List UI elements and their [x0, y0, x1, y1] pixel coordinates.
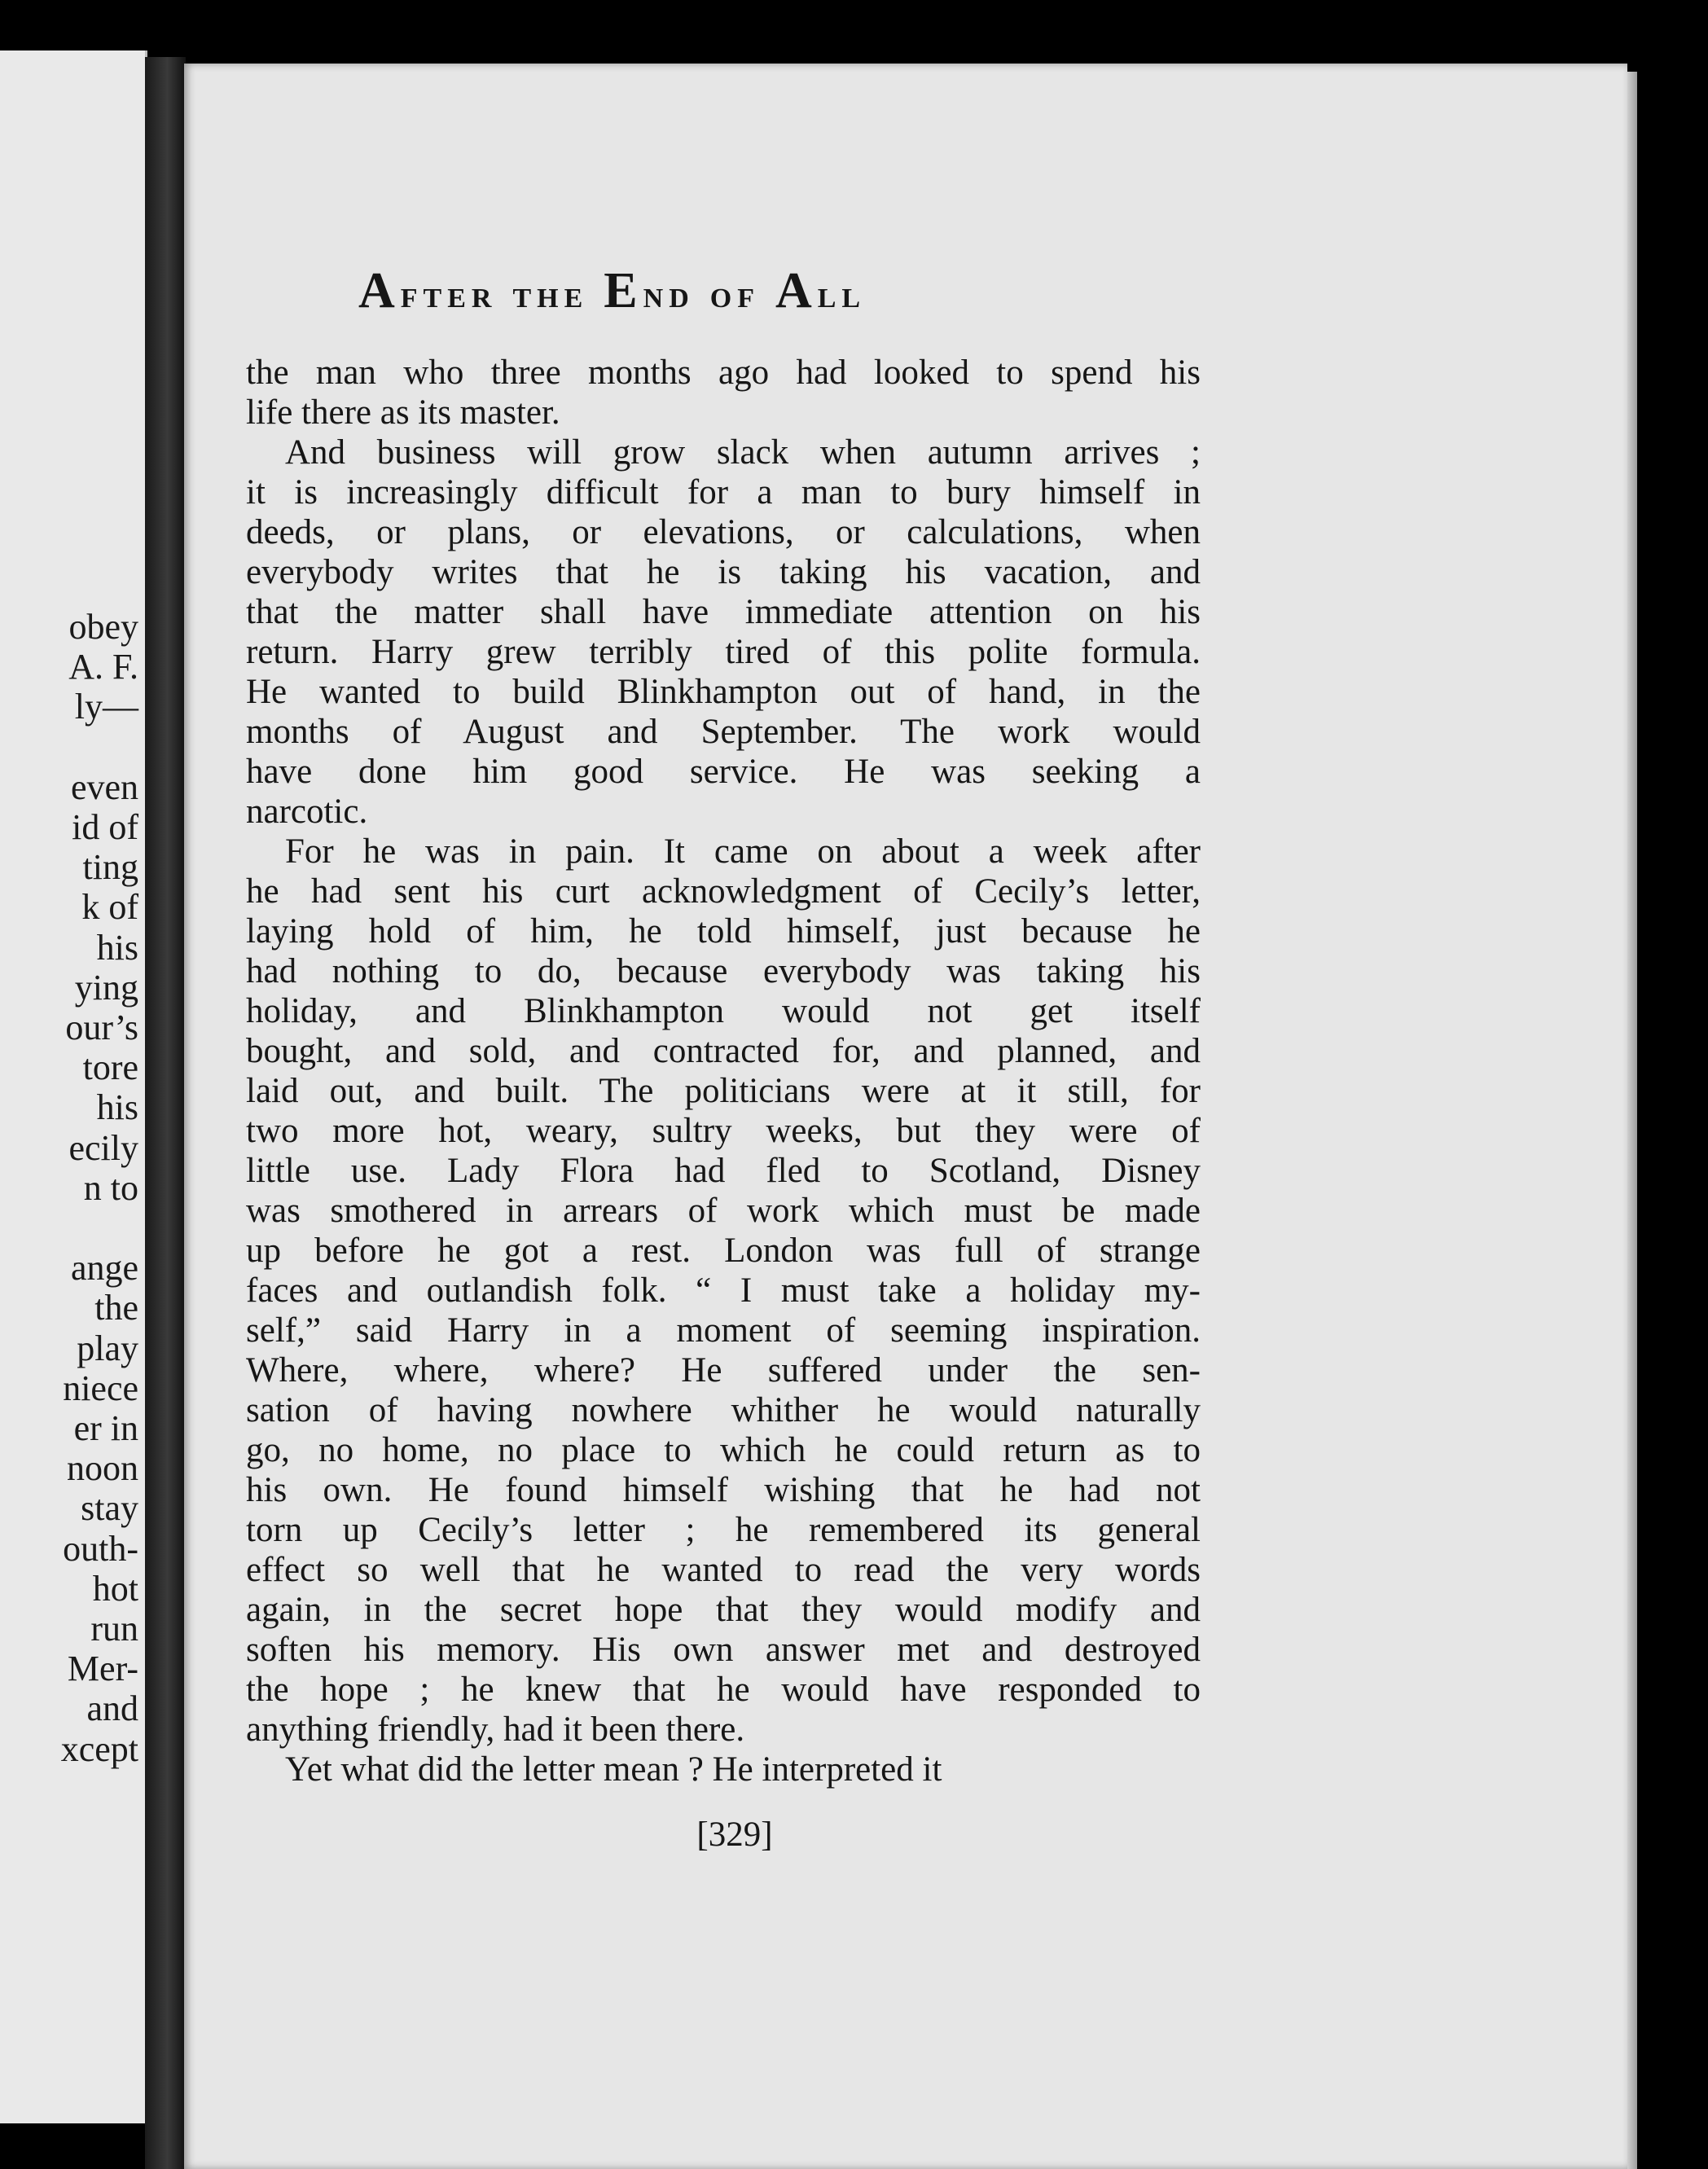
text-line: that the matter shall have immediate attention on his: [246, 593, 1201, 631]
facing-page-fragment: play: [77, 1328, 138, 1368]
text-line: little use. Lady Flora had fled to Scotland, Disney: [246, 1152, 1201, 1190]
text-line: anything friendly, had it been there.: [246, 1710, 745, 1749]
running-head-nd: nd: [643, 273, 695, 316]
text-line: again, in the secret hope that they would modify and: [246, 1591, 1201, 1629]
text-line: life there as its master.: [246, 393, 560, 432]
running-head-fter: fter: [400, 273, 498, 316]
facing-page-fragment: ly—: [74, 687, 138, 727]
facing-page-fragment: niece: [63, 1368, 138, 1408]
facing-page-fragment: er in: [73, 1408, 138, 1448]
facing-page-fragment: ange: [70, 1248, 138, 1289]
facing-page-fragment: the: [94, 1288, 138, 1328]
text-line: return. Harry grew terribly tired of this polite formula.: [246, 633, 1201, 671]
facing-page-fragment: ying: [74, 967, 138, 1008]
text-line: torn up Cecily’s letter ; he remembered its general: [246, 1511, 1201, 1549]
facing-page-fragment: Mer-: [67, 1649, 138, 1689]
text-line: have done him good service. He was seeking a: [246, 753, 1201, 791]
text-line: holiday, and Blinkhampton would not get itself: [246, 992, 1201, 1030]
text-line: laid out, and built. The politicians were at it still, for: [246, 1072, 1201, 1110]
facing-page-fragment: tore: [82, 1047, 138, 1088]
running-head-the: the: [497, 273, 604, 316]
facing-page-fragment: his: [96, 1087, 138, 1128]
text-line: bought, and sold, and contracted for, and planned, and: [246, 1032, 1201, 1070]
facing-page-fragment: ting: [82, 847, 138, 888]
facing-page-fragment: ecily: [68, 1127, 138, 1168]
text-line: he had sent his curt acknowledgment of Cecily’s letter,: [246, 872, 1201, 911]
text-line: sation of having nowhere whither he would naturally: [246, 1391, 1201, 1429]
running-head-ll: ll: [817, 273, 867, 316]
facing-page-fragment: even: [70, 766, 138, 807]
text-line: Where, where, where? He suffered under the sen-: [246, 1351, 1201, 1390]
text-line: go, no home, no place to which he could return as to: [246, 1431, 1201, 1469]
book-gutter: [145, 57, 186, 2169]
running-head-initial-a: A: [358, 263, 401, 318]
text-line: For he was in pain. It came on about a week after: [285, 832, 1201, 871]
text-line: months of August and September. The work would: [246, 713, 1201, 751]
text-line: deeds, or plans, or elevations, or calculations, when: [246, 513, 1201, 551]
text-line: up before he got a rest. London was full of strange: [246, 1232, 1201, 1270]
facing-page-fragment: outh-: [63, 1528, 138, 1569]
running-head-initial-a2: A: [775, 263, 818, 318]
text-line: soften his memory. His own answer met and destroyed: [246, 1631, 1201, 1669]
facing-page-fragment: A. F.: [68, 647, 138, 687]
text-line: Yet what did the letter mean ? He interpreted it: [285, 1750, 942, 1789]
text-line: laying hold of him, he told himself, just because he: [246, 912, 1201, 951]
facing-page-fragment: stay: [81, 1488, 138, 1529]
text-line: had nothing to do, because everybody was taking his: [246, 952, 1201, 990]
page-number: [329]: [696, 1816, 773, 1854]
running-head-of: of: [694, 273, 775, 316]
text-line: everybody writes that he is taking his vacation, and: [246, 553, 1201, 591]
text-line: effect so well that he wanted to read the very words: [246, 1551, 1201, 1589]
facing-page-fragment: our’s: [65, 1008, 138, 1047]
facing-page-fragment: and: [86, 1688, 138, 1729]
facing-page-fragment: xcept: [60, 1728, 138, 1769]
text-line: his own. He found himself wishing that he had not: [246, 1471, 1201, 1509]
facing-page-fragment: hot: [92, 1568, 138, 1609]
facing-page-fragment: his: [96, 927, 138, 968]
text-line: faces and outlandish folk. “ I must take a holiday my-: [246, 1271, 1201, 1310]
text-line: self,” said Harry in a moment of seeming inspiration.: [246, 1311, 1201, 1350]
text-line: the hope ; he knew that he would have responded to: [246, 1671, 1201, 1709]
text-line: was smothered in arrears of work which must be made: [246, 1192, 1201, 1230]
text-line: narcotic.: [246, 793, 368, 831]
page-edge: [1627, 72, 1637, 2169]
facing-page-fragment: n to: [83, 1167, 138, 1208]
text-line: it is increasingly difficult for a man to bury himself in: [246, 473, 1201, 512]
facing-page-fragment: obey: [68, 607, 138, 647]
facing-page-fragment: run: [90, 1609, 138, 1649]
facing-page-fragment: id of: [72, 807, 138, 847]
text-line: He wanted to build Blinkhampton out of hand, in the: [246, 673, 1201, 711]
running-head-initial-e: E: [604, 263, 643, 318]
facing-page-fragment: noon: [67, 1448, 138, 1489]
facing-page-left: [0, 50, 147, 2123]
text-line: And business will grow slack when autumn arrives ;: [285, 433, 1201, 472]
text-line: the man who three months ago had looked to spend his: [246, 353, 1201, 392]
body-text: [246, 353, 1201, 1789]
text-line: two more hot, weary, sultry weeks, but they were of: [246, 1112, 1201, 1150]
facing-page-fragment: k of: [81, 887, 138, 928]
running-head: [358, 262, 1091, 320]
